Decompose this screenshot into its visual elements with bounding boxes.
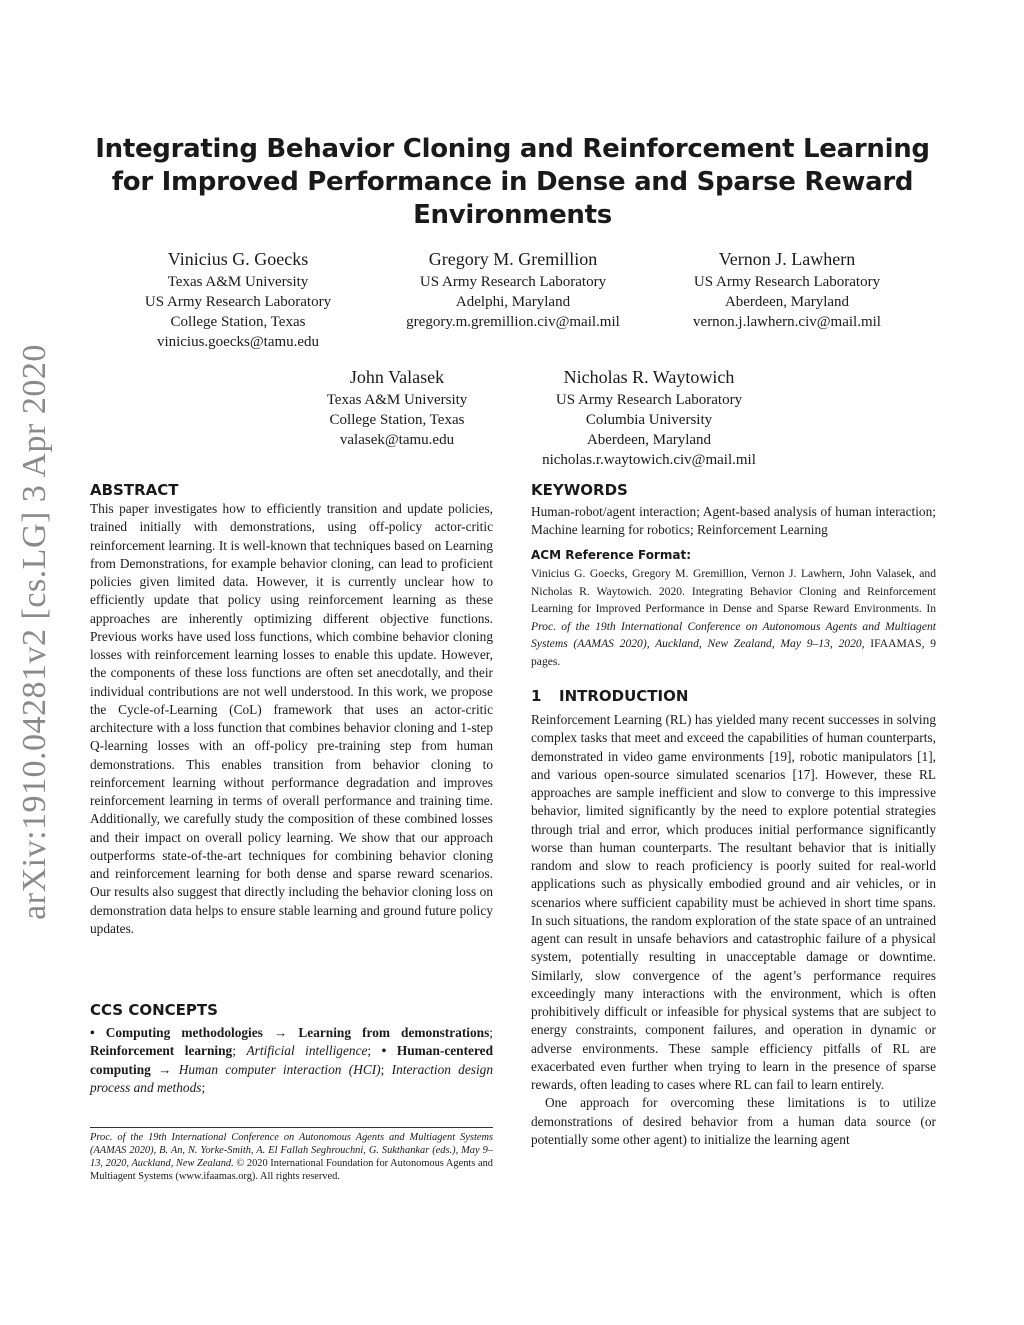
ccs-separator: ; [367,1043,372,1059]
acm-reference-venue: Proc. of the 19th International Conference on Autonomous Agents and Multiagent Systems (AAMAS 2020), Auckland, New Zealand, May 9–13, 2020 [531,619,936,650]
ccs-term: Artificial intelligence [246,1043,368,1059]
keywords-heading: KEYWORDS [531,481,628,499]
acm-reference-authors: Vinicius G. Goecks, Gregory M. Gremillion, Vernon J. Lawhern, John Valasek, and Nicholas R. Waytowich. 2020. Integrating Behavior Cloning and Reinforcement Learning for Improved Performance in Dense and Sparse Reward Environments. In [531,567,936,615]
ccs-term: Interaction design process and methods [90,1061,494,1095]
author-email: valasek@tamu.edu [339,432,455,448]
ccs-term: Reinforcement learning [90,1043,233,1059]
ccs-bullet: • [90,1025,95,1040]
abstract-heading: ABSTRACT [90,481,179,499]
ccs-separator: ; [201,1079,206,1095]
author-name: Nicholas R. Waytowich [563,367,735,387]
author-block [670,246,904,332]
footnote-copyright: © 2020 International Foundation for Autonomous Agents and Multiagent Systems (www.ifaamas.org). All rights reserved. [90,1158,493,1182]
introduction-heading [531,686,688,706]
author-location: College Station, Texas [170,314,306,330]
author-email: vinicius.goecks@tamu.edu [156,334,320,350]
section-title: INTRODUCTION [559,687,689,705]
author-affiliation: US Army Research Laboratory [144,294,332,310]
ccs-concepts-heading: CCS CONCEPTS [90,1001,218,1019]
paper-title: Integrating Behavior Cloning and Reinforcement Learning for Improved Performance in Dense and Sparse Reward Environments [95,134,930,230]
ccs-separator: ; [380,1061,385,1077]
section-number: 1 [531,687,542,705]
ccs-term: Human-centered computing [90,1043,493,1077]
ccs-term: Computing methodologies [105,1025,263,1040]
author-block [113,246,363,352]
footnote-divider [90,1127,493,1128]
author-location: Adelphi, Maryland [455,294,571,310]
arxiv-identifier: arXiv:1910.04281v2 [cs.LG] 3 Apr 2020 [16,344,53,920]
author-location: Aberdeen, Maryland [586,432,712,448]
abstract-text [90,500,493,938]
author-email: vernon.j.lawhern.civ@mail.mil [693,314,881,330]
author-email: nicholas.r.waytowich.civ@mail.mil [542,452,756,468]
ccs-paragraph [90,1024,493,1097]
footnote [90,1131,493,1183]
author-block [270,364,524,450]
ccs-arrow: → [158,1061,172,1077]
author-affiliation: US Army Research Laboratory [555,392,743,408]
author-email: gregory.m.gremillion.civ@mail.mil [406,314,620,330]
author-affiliation: Texas A&M University [167,274,309,290]
ccs-term: Learning from demonstrations [298,1025,490,1040]
ccs-arrow: → [273,1025,288,1040]
ccs-concepts-text [90,1024,493,1097]
author-affiliation: US Army Research Laboratory [419,274,607,290]
introduction-text [531,711,936,1149]
ccs-term: Human computer interaction (HCI) [178,1061,381,1077]
author-name: Vernon J. Lawhern [718,249,856,269]
acm-reference-heading: ACM Reference Format: [531,548,691,562]
author-affiliation: Texas A&M University [326,392,468,408]
author-location: College Station, Texas [329,412,465,428]
author-location: Aberdeen, Maryland [724,294,850,310]
ccs-separator: ; [232,1043,236,1059]
abstract-paragraph: This paper investigates how to efficiently transition and update policies, trained initially with demonstrations, using off-policy actor-critic reinforcement learning. It is well-known that techniques based on Learning from Demonstrations, for example behavior cloning, can lead to proficient policies given limited data. However, it is currently unclear how to efficiently update that policy using reinforcement learning as these approaches are inherently optimizing different objective functions. Previous works have used loss functions, which combine behavior cloning losses with reinforcement learning losses to enable this update. However, the components of these loss functions are often set anecdotally, and their individual contributions are not well understood. In this work, we propose the Cycle-of-Learning (CoL) framework that uses an actor-critic architecture with a loss function that combines behavior cloning and 1-step Q-learning losses with an off-policy pre-training step from human demonstrations. This enables transition from behavior cloning to reinforcement learning without performance degradation and improves reinforcement learning in terms of overall performance and training time. Additionally, we carefully study the composition of these combined losses and their impact on overall policy learning. We show that our approach outperforms state-of-the-art techniques for combining behavior cloning and reinforcement learning for both dense and sparse reward scenarios. Our results also suggest that directly including the behavior cloning loss on demonstration data helps to ensure stable learning and ground future policy updates. [90,501,493,936]
author-block [382,246,644,332]
ccs-bullet: • [381,1043,387,1059]
author-name: Vinicius G. Goecks [167,249,309,269]
author-name: Gregory M. Gremillion [428,249,598,269]
acm-reference-text [531,565,936,670]
acm-reference-pages: , IFAAMAS, 9 pages. [531,637,936,668]
introduction-paragraph: One approach for overcoming these limitations is to utilize demonstrations of desired behavior from a human data source (or potentially some other agent) to initialize the learning agent [531,1095,936,1147]
footnote-proceedings: Proc. of the 19th International Conference on Autonomous Agents and Multiagent Systems (AAMAS 2020), B. An, N. Yorke-Smith, A. El Fallah Seghrouchni, G. Sukthankar (eds.), May 9–13, 2020, Auckland, New Zealand. [90,1132,493,1169]
author-block [520,364,778,470]
keywords-text [531,503,936,540]
keywords-paragraph: Human-robot/agent interaction; Agent-based analysis of human interaction; Machine learning for robotics; Reinforcement Learning [531,504,936,538]
introduction-paragraph: Reinforcement Learning (RL) has yielded many recent successes in solving complex tasks that meet and exceed the capabilities of human counterparts, demonstrated in video game environments [19], robotic manipulators [1], and various open-source simulated scenarios [17]. However, these RL approaches are sample inefficient and slow to converge to this impressive behavior, limited significantly by the need to explore potential strategies through trial and error, which produces initial performance significantly worse than human counterparts. The resultant behavior that is initially random and slow to reach proficiency is poorly suited for real-world applications such as physically embodied ground and air vehicles, or in scenarios where sufficient capability must be achieved in short time spans. In such situations, the random exploration of the state space of an untrained agent can result in unsafe behaviors and catastrophic failure of a physical system, potentially resulting in unacceptable damage or downtime. Similarly, slow convergence of the agent’s performance requires exceedingly many interactions with the environment, which is often prohibitively difficult or infeasible for physical systems that are subject to energy constraints, component failures, and operation in dynamic or adverse environments. These sample efficiency pitfalls of RL are exacerbated even further when trying to learn in the presence of sparse rewards, often leading to cases where RL can fail to learn entirely. [531,712,936,1092]
author-affiliation: US Army Research Laboratory [693,274,881,290]
ccs-separator: ; [489,1025,494,1040]
author-affiliation: Columbia University [585,412,713,428]
author-name: John Valasek [349,367,445,387]
